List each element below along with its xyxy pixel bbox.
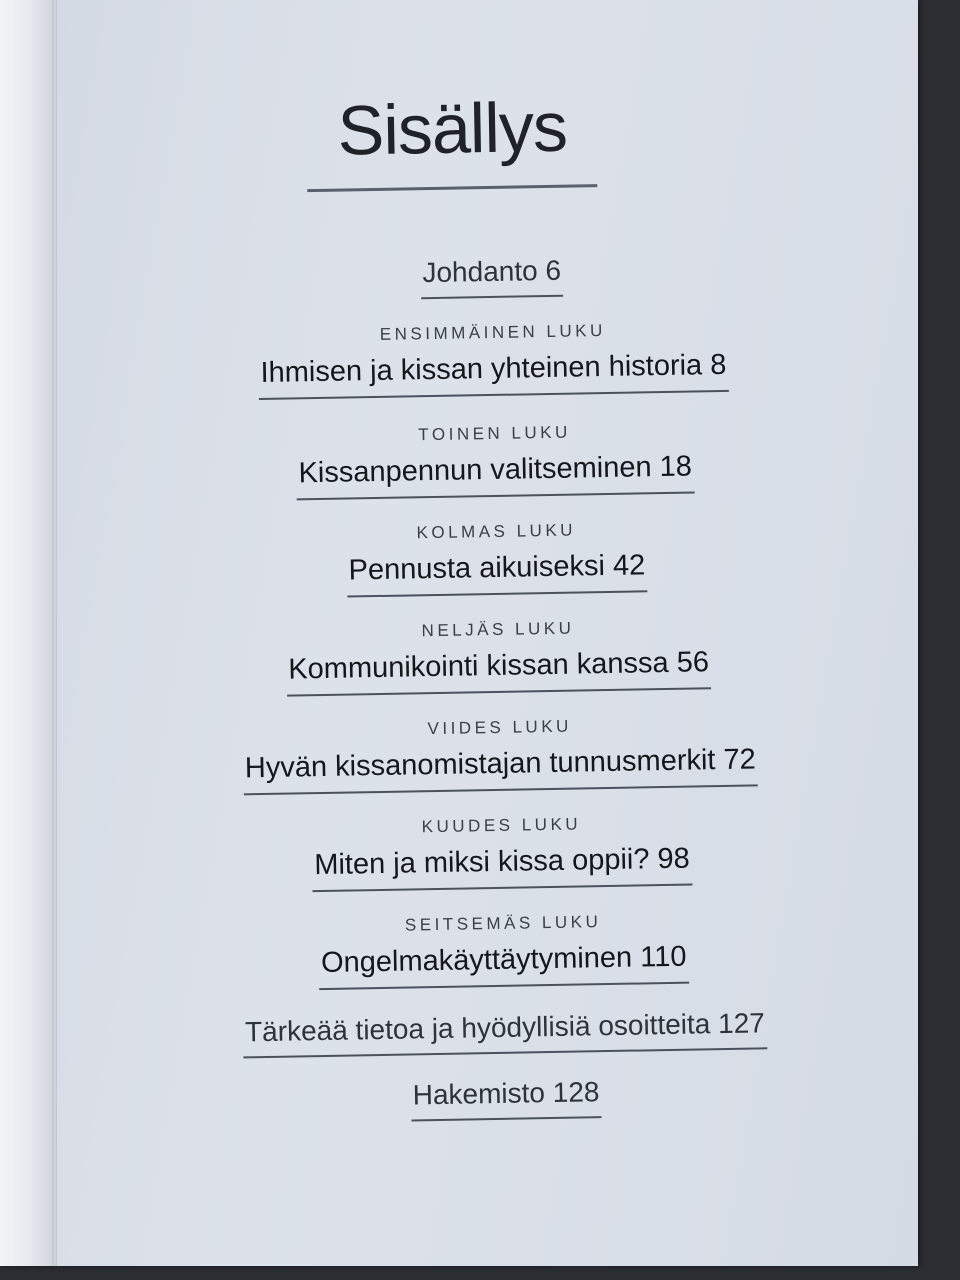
- toc-entry-chapter-2: [63, 416, 918, 504]
- toc-entry-title: Ihmisen ja kissan yhteinen historia 8: [258, 349, 729, 400]
- binding-edge: [52, 0, 54, 1266]
- chapter-number: KUUDES LUKU: [421, 814, 582, 837]
- chapter-number: KOLMAS LUKU: [416, 520, 577, 543]
- toc-entry-chapter-1: [62, 315, 918, 403]
- toc-entry-introduction: [61, 248, 918, 305]
- toc-entry-index: [75, 1070, 918, 1127]
- chapter-number: NELJÄS LUKU: [421, 618, 575, 641]
- toc-entry-title: Miten ja miksi kissa oppii? 98: [312, 843, 692, 893]
- toc-entry-title: Kommunikointi kissan kanssa 56: [286, 646, 711, 696]
- toc-entry-chapter-5: [69, 710, 918, 798]
- toc-entry-title: Johdanto 6: [420, 255, 563, 299]
- toc-entry-appendix: [74, 1004, 918, 1061]
- page-binding: [0, 0, 57, 1266]
- page-title: Sisällys: [336, 87, 568, 170]
- title-underline: [307, 184, 597, 192]
- toc-entry-chapter-3: [65, 514, 918, 602]
- toc-entry-chapter-6: [70, 808, 918, 896]
- chapter-number: VIIDES LUKU: [427, 716, 573, 739]
- chapter-number: TOINEN LUKU: [418, 422, 571, 445]
- chapter-number: ENSIMMÄINEN LUKU: [379, 320, 606, 344]
- toc-entry-chapter-4: [67, 612, 918, 700]
- table-of-contents: [56, 0, 918, 1111]
- toc-entry-title: Kissanpennun valitseminen 18: [296, 450, 694, 500]
- toc-entry-title: Tärkeää tietoa ja hyödyllisiä osoitteita 127: [243, 1007, 768, 1058]
- toc-entry-title: Pennusta aikuiseksi 42: [346, 549, 647, 597]
- chapter-number: SEITSEMÄS LUKU: [404, 912, 602, 935]
- toc-entry-title: Hakemisto 128: [410, 1076, 601, 1121]
- toc-entry-title: Hyvän kissanomistajan tunnusmerkit 72: [243, 743, 759, 795]
- toc-entry-title: Ongelmakäyttäytyminen 110: [319, 941, 689, 990]
- toc-entry-chapter-7: [72, 906, 918, 994]
